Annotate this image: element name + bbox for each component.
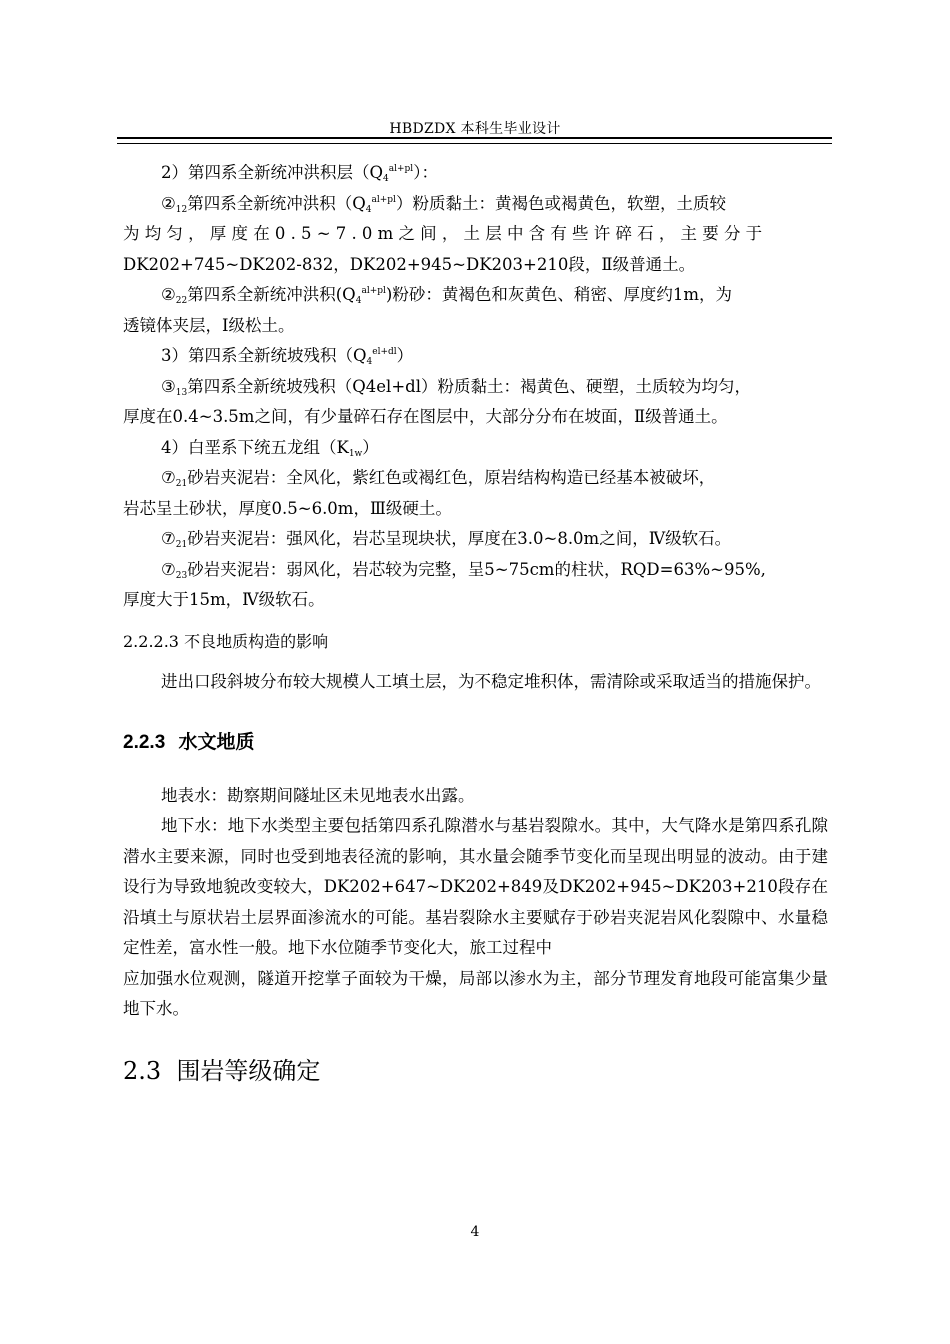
heading-23-title: 围岩等级确定 [176, 1056, 321, 1085]
paragraph-groundwater: 地下水：地下水类型主要包括第四系孔隙潜水与基岩裂隙水。其中，大气降水是第四系孔隙潜水主要来源，同时也受到地表径流的影响，其水量会随季节变化而呈现出明显的波动。由于建设行为导致地貌改变较大，DK202+647~DK202+849及DK202+945~DK203+210段存在沿填土与原状岩土层界面渗流水的可能。基岩裂除水主要赋存于砂岩夹泥岩风化裂隙中、水量稳定性差，富水性一般。地下水位随季节变化大，旅工过程中 [123, 816, 828, 957]
paragraph-silty-clay-12-line3: DK202+745~DK202-832，DK202+945~DK203+210段，Ⅱ级普通土。 [123, 254, 696, 274]
paragraph-adverse-geology: 进出口段斜坡分布较大规模人工填土层，为不稳定堆积体，需清除或采取适当的措施保护。 [161, 672, 821, 691]
heading-223 [123, 728, 828, 757]
paragraph-slope-residual-heading: 3）第四系全新统坡残积$(Q_4^{el+dl})$ [161, 346, 414, 367]
paragraph-quaternary-alluvial-heading: 2）第四系全新统冲洪积层$(Q_4^{al+pl})$： [161, 163, 438, 184]
paragraph-sandstone-23-weak-line2: 厚度大于15m，Ⅳ级软石。 [123, 590, 325, 609]
paragraph-surface-water: 地表水：勘察期间隧址区未见地表水出露。 [161, 785, 475, 805]
paragraph-silty-clay-12: $②_{12}$第四系全新统冲洪积$(Q_4^{al+pl})$粉质黏土：黄褐色或褐黄色，软塑，土质较 [161, 193, 726, 215]
header-rule-thin [117, 143, 832, 144]
paragraph-sandstone-23-weak: $⑦_{23}$砂岩夹泥岩：弱风化，岩芯较为完整，呈5~75cm的柱状，RQD=63%~95%, [161, 559, 766, 581]
heading-23-number: 2.3 [123, 1056, 162, 1085]
page-body [123, 158, 828, 1087]
heading-223-title: 水文地质 [178, 730, 255, 753]
heading-23 [123, 1055, 828, 1087]
heading-223-number: 2.2.3 [123, 731, 166, 753]
paragraph-silt-22: $②_{22}$第四系全新统冲洪积$(Q_4^{al+pl})$粉砂：黄褐色和灰黄色、稍密、厚度约1m，为 [161, 285, 732, 306]
paragraph-silty-clay-13: $③_{13}$第四系全新统坡残积（Q4el+dl）粉质黏土：褐黄色、硬塑，土质较为均匀， [161, 376, 751, 398]
header-rule-thick [117, 137, 832, 139]
heading-2223: 2.2.2.3 不良地质构造的影响 [123, 631, 329, 651]
paragraph-silty-clay-13-line2: 厚度在0.4~3.5m之间，有少量碎石存在图层中，大部分分布在坡面，Ⅱ级普通土。 [123, 407, 728, 426]
paragraph-sandstone-21-full: $⑦_{21}$砂岩夹泥岩：全风化，紫红色或褐红色，原岩结构构造已经基本被破坏， [161, 468, 716, 489]
paragraph-sandstone-21-strong: $⑦_{21}$砂岩夹泥岩：强风化，岩芯呈现块状，厚度在3.0~8.0m之间，Ⅳ级软石。 [161, 529, 732, 550]
paragraph-groundwater-cont: 应加强水位观测，隧道开挖掌子面较为干燥，局部以渗水为主，部分节理发育地段可能富集少量地下水。 [123, 968, 828, 1018]
page-header-title: HBDZDX 本科生毕业设计 [389, 121, 561, 137]
paragraph-silty-clay-12-line2: 为均匀，厚度在0.5~7.0m之间，土层中含有些许碎石，主要分于 [123, 224, 768, 243]
page-number: 4 [470, 1224, 480, 1240]
paragraph-sandstone-21-full-line2: 岩芯呈土砂状，厚度0.5~6.0m，Ⅲ级硬土。 [123, 498, 452, 518]
paragraph-cretaceous-heading: 4）白垩系下统五龙组$(K_{1w})$ [161, 437, 379, 459]
paragraph-silt-22-line2: 透镜体夹层，Ⅰ级松土。 [123, 315, 295, 335]
